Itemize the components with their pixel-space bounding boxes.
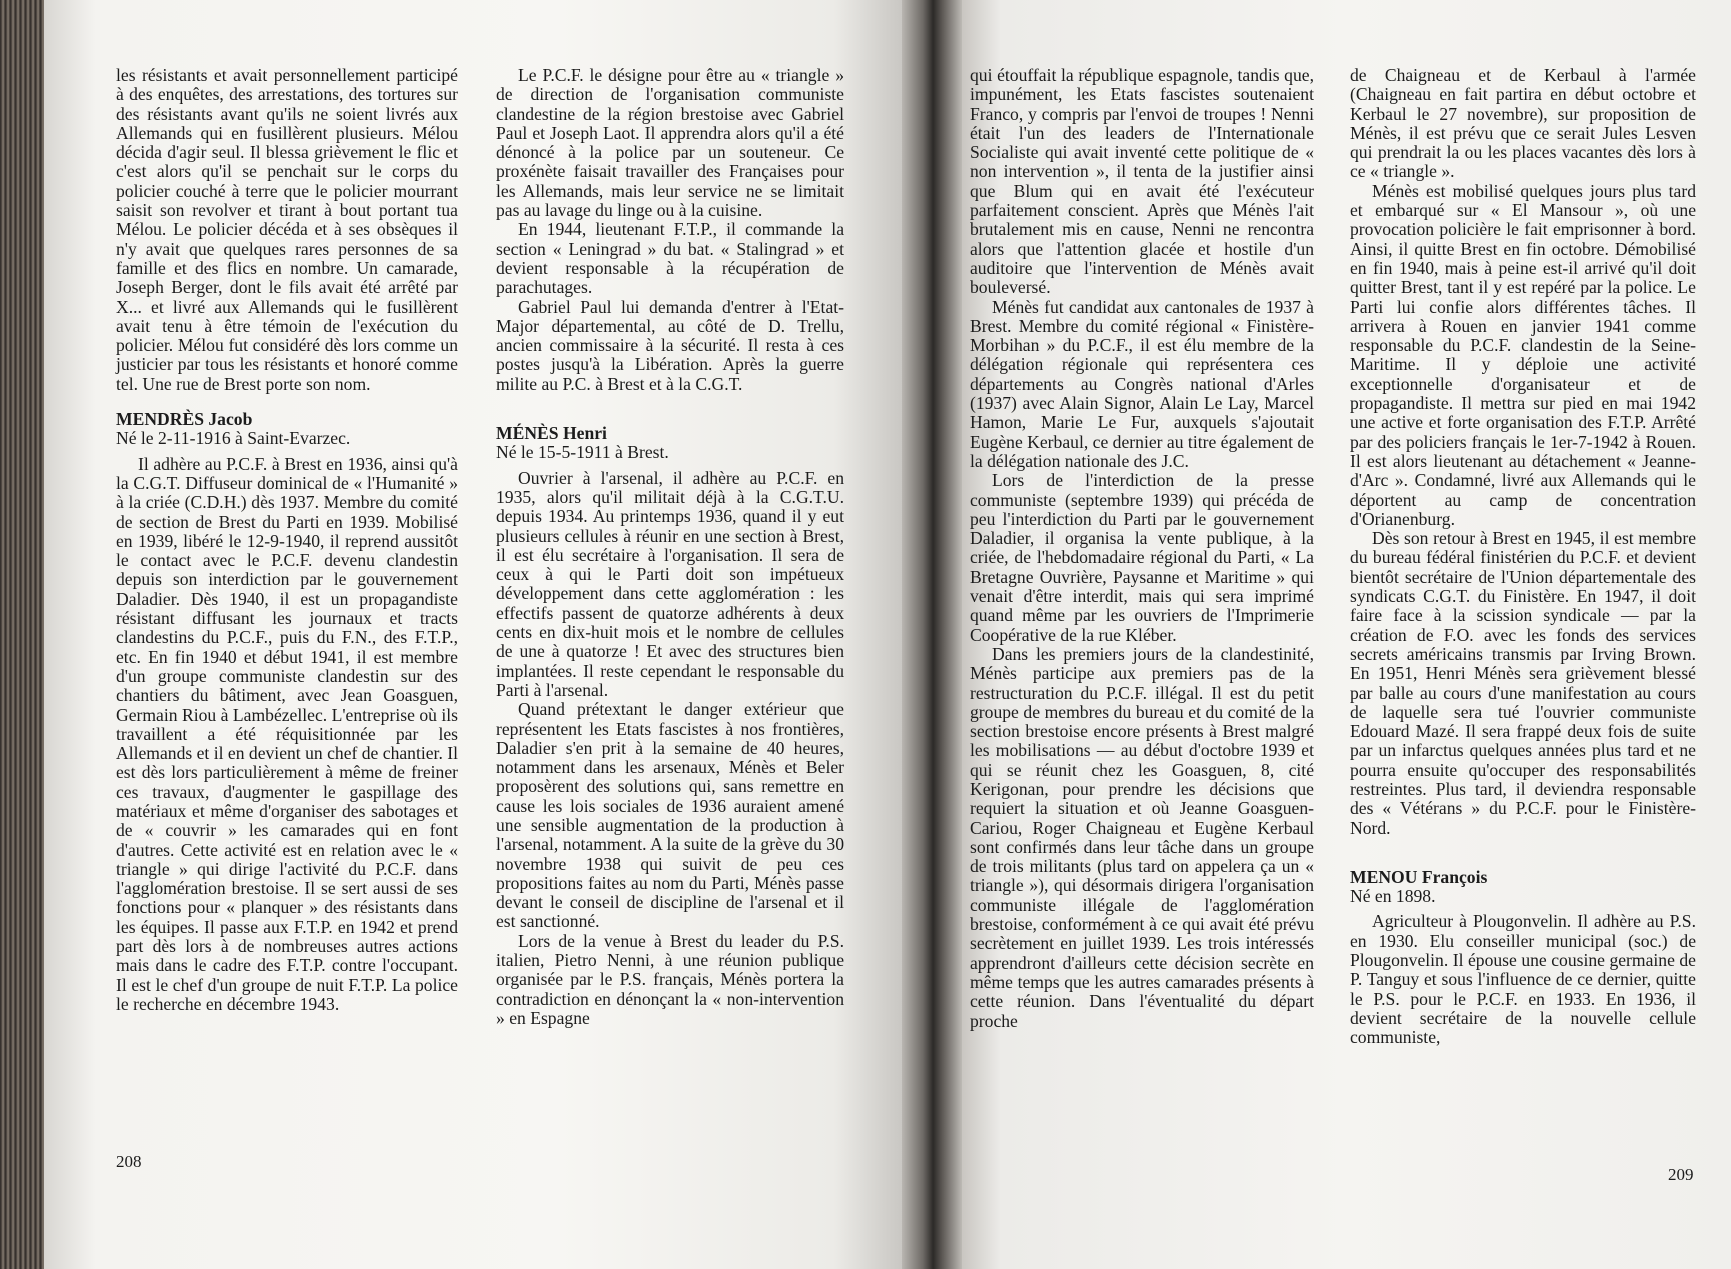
left-page bbox=[44, 0, 902, 1269]
paragraph: Lors de la venue à Brest du leader du P.S. italien, Pietro Nenni, à une réunion publique organisée par le P.S. français, Ménès portera la contradiction en dénonçant la « non-intervention » en Espagne bbox=[496, 930, 844, 1028]
page-number: 208 bbox=[116, 1152, 142, 1171]
paragraph: les résistants et avait personnellement participé à des enquêtes, des arrestations, des tortures sur des résistants avant qu'ils ne soient livrés aux Allemands qui en fusillèrent plusieurs. Mélou décida d'agir seul. Il blessa grièvement le flic et c'est alors qu'il se penchait sur le corps du policier couché à terre que le policier mourrant saisit son revolver et tirant à bout portant tua Mélou. Le policier décéda et à ses obsèques il n'y avait que quelques rares personnes de sa famille et des flics en nombre. Un camarade, Joseph Berger, dont le fils avait été arrêté par X... et livré aux Allemands qui le fusillèrent avait tenu à être témoin de l'exécution du policier. Mélou fut considéré dès lors comme un justicier par tous les résistants et honoré comme tel. Une rue de Brest porte son nom. bbox=[116, 65, 458, 394]
paragraph: Ouvrier à l'arsenal, il adhère au P.C.F. en 1935, alors qu'il militait déjà à la C.G.T.U. depuis 1934. Au printemps 1936, quand il y eut plusieurs cellules à réunir en une section à Brest, il est élu secrétaire à l'organisation. Il sera de ceux à qui le Parti doit son impétueux développement dans cette agglomération : les effectifs passent de quatorze adhérents à deux cents en dix-huit mois et le nombre de cellules de une à quatorze ! Et avec des structures bien implantées. Il reste cependant le responsable du Parti à l'arsenal. bbox=[496, 467, 844, 700]
book-gutter bbox=[902, 0, 962, 1269]
paragraph: Le P.C.F. le désigne pour être au « triangle » de direction de l'organisation communiste clandestine de la région brestoise avec Gabriel Paul et Joseph Laot. Il apprendra alors qu'il a été dénoncé à la police par un souteneur. Ce proxénète faisait travailler des Françaises pour les Allemands, mais leur service ne se limitait pas au lavage du linge ou à la cuisine. bbox=[496, 65, 844, 221]
entry-name: MÉNÈS Henri bbox=[496, 423, 607, 444]
entry-birth: Né en 1898. bbox=[1350, 886, 1436, 907]
paragraph: Lors de l'interdiction de la presse communiste (septembre 1939) qui précéda de peu l'interdiction du Parti par le gouvernement Daladier, il organisa la vente publique, à la criée, de l'hebdomadaire régional du Parti, « La Bretagne Ouvrière, Paysanne et Maritime » qui venait d'être interdit, mais qui sera imprimé quand même par les ouvriers de l'Imprimerie Coopérative de la rue Kléber. bbox=[970, 470, 1314, 645]
paragraph: En 1944, lieutenant F.T.P., il commande la section « Leningrad » du bat. « Stalingrad » et devient responsable à la récupération de parachutages. bbox=[496, 219, 844, 298]
paragraph: Gabriel Paul lui demanda d'entrer à l'Etat-Major départemental, au côté de D. Trellu, ancien commissaire à la sécurité. Il resta à ces postes jusqu'à la Libération. Après la guerre milite au P.C. à Brest et à la C.G.T. bbox=[496, 296, 844, 394]
left-page-column-1 bbox=[116, 66, 458, 1014]
entry-name: MENDRÈS Jacob bbox=[116, 409, 253, 430]
book-binding-edge bbox=[0, 0, 44, 1269]
paragraph: Agriculteur à Plougonvelin. Il adhère au P.S. en 1930. Elu conseiller municipal (soc.) de Plougonvelin. Il épouse une cousine germaine de P. Tanguy et sous l'influence de ce dernier, quitte le P.S. pour le P.C.F. en 1933. En 1936, il devient secrétaire de la nouvelle cellule communiste, bbox=[1350, 911, 1696, 1048]
page-number: 209 bbox=[1668, 1165, 1694, 1184]
paragraph: qui étouffait la république espagnole, tandis que, impunément, les Etats fascistes soutenaient Franco, y compris par l'envoi de troupes ! Nenni était l'un des leaders de l'Internationale Socialiste qui avait inventé cette politique de « non intervention », il tenta de la justifier ainsi que Blum qui en avait été l'exécuteur parfaitement conscient. Après que Ménès l'ait brutalement mis en cause, Nenni ne rencontra alors que l'attention glacée et hostile d'un auditoire que l'intervention de Ménès avait bouleversé. bbox=[970, 65, 1314, 298]
paragraph: Ménès fut candidat aux cantonales de 1937 à Brest. Membre du comité régional « Finistère-Morbihan » du P.C.F., il est élu membre de la délégation régionale qui représentera ces départements au Congrès national d'Arles (1937) avec Alain Signor, Alain Le Lay, Marcel Hamon, Marie Le Fur, auxquels s'ajoutait Eugène Kerbaul, ce dernier au titre également de la délégation nationale des J.C. bbox=[970, 296, 1314, 471]
right-page-column-1 bbox=[970, 66, 1314, 1031]
paragraph: Dans les premiers jours de la clandestinité, Ménès participe aux premiers pas de la restructuration du P.C.F. illégal. Il est du petit groupe de membres du bureau et du comité de la section brestoise encore présents à Brest malgré les mobilisations — au début d'octobre 1939 et qui se réunit chez les Goasguen, 8, cité Kerigonan, pour prendre les décisions que requiert la situation et où Jeanne Goasguen-Cariou, Roger Chaigneau et Eugène Kerbaul sont confirmés dans leur tâche dans un groupe de trois militants (plus tard on appelera ça un « triangle »), qui désormais dirigera l'organisation communiste illégale de l'agglomération brestoise, conformément à ce qui avait été prévu secrètement en juillet 1939. Les trois intéressés apprendront d'ailleurs cette décision secrète en même temps que les autres camarades présents à cette réunion. Dans l'éventualité du départ proche bbox=[970, 643, 1314, 1031]
paragraph: Quand prétextant le danger extérieur que représentent les Etats fascistes à nos frontières, Daladier s'en prit à la semaine de 40 heures, notamment dans les arsenaux, Ménès et Beler proposèrent des solutions qui, sans remettre en cause les lois sociales de 1936 auraient amené une sensible augmentation de la production à l'arsenal, notamment. A la suite de la grève du 30 novembre 1938 qui suivit de peu ces propositions faites au nom du Parti, Ménès passe devant le conseil de discipline de l'arsenal et il est sanctionné. bbox=[496, 699, 844, 932]
left-page-column-2 bbox=[496, 66, 844, 1028]
entry-name: MENOU François bbox=[1350, 866, 1488, 887]
right-page bbox=[962, 0, 1731, 1269]
entry-birth: Né le 15-5-1911 à Brest. bbox=[496, 442, 669, 463]
entry-birth: Né le 2-11-1916 à Saint-Evarzec. bbox=[116, 428, 351, 449]
paragraph: Ménès est mobilisé quelques jours plus tard et embarqué sur « El Mansour », où une provocation policière le fait emprisonner à bord. Ainsi, il quitte Brest en fin octobre. Démobilisé en fin 1940, mais à peine est-il arrivé qu'il doit quitter Brest, tant il y est repéré par la police. Le Parti lui confie alors différentes tâches. Il arrivera à Rouen en janvier 1941 comme responsable du P.C.F. clandestin de la Seine-Maritime. Il y déploie une activité exceptionnelle d'organisateur et de propagandiste. Il mettra sur pied en mai 1942 une active et forte organisation des F.T.P. Arrêté par des policiers français le 1er-7-1942 à Rouen. Il est alors lieutenant au détachement « Jeanne-d'Arc ». Condamné, livré aux Allemands qui le déportent au camp de concentration d'Orianenburg. bbox=[1350, 180, 1696, 529]
paragraph: de Chaigneau et de Kerbaul à l'armée (Chaigneau en fait partira en début octobre et Kerbaul le 27 novembre), sur proposition de Ménès, il est prévu que ce serait Jules Lesven qui prendrait la ou les places vacantes dès lors à ce « triangle ». bbox=[1350, 65, 1696, 182]
right-page-column-2 bbox=[1350, 66, 1696, 1048]
paragraph: Il adhère au P.C.F. à Brest en 1936, ainsi qu'à la C.G.T. Diffuseur dominical de « l'Humanité » à la criée (C.D.H.) dès 1937. Membre du comité de section de Brest du Parti en 1939. Mobilisé en 1939, libéré le 12-9-1940, il reprend aussitôt le contact avec le P.C.F. devenu clandestin depuis son interdiction par le gouvernement Daladier. Dès 1940, il est un propagandiste résistant diffusant les journaux et tracts clandestins du P.C.F., puis du F.N., des F.T.P., etc. En fin 1940 et début 1941, il est membre d'un groupe communiste clandestin sur des chantiers du bâtiment, avec Jean Goasguen, Germain Riou à Lambézellec. L'entreprise où ils travaillent a été réquisitionnée par les Allemands et il en devient un chef de chantier. Il est dès lors particulièrement à même de freiner ces travaux, d'augmenter le gaspillage des matériaux et même d'organiser des sabotages et de « couvrir » les camarades qui en font d'autres. Cette activité est en relation avec le « triangle » qui dirige l'activité du P.C.F. dans l'agglomération brestoise. Il se sert aussi de ses fonctions pour « planquer » des résistants dans les équipes. Il passe aux F.T.P. en 1942 et prend part dès lors à de nombreuses autres actions mais dans le cadre des F.T.P. contre l'occupant. Il est le chef d'un groupe de nuit F.T.P. La police le recherche en décembre 1943. bbox=[116, 453, 458, 1014]
paragraph: Dès son retour à Brest en 1945, il est membre du bureau fédéral finistérien du P.C.F. et devient bientôt secrétaire de l'Union départementale des syndicats C.G.T. du Finistère. En 1947, il doit faire face à la scission syndicale — par la création de F.O. avec les fonds des services secrets américains transmis par Irving Brown. En 1951, Henri Ménès sera grièvement blessé par balle au cours d'une manifestation au cours de laquelle sera tué l'ouvrier communiste Edouard Mazé. Il sera frappé deux fois de suite par un infarctus quelques années plus tard et ne pourra ensuite qu'occuper des responsabilités restreintes. Plus tard, il deviendra responsable des « Vétérans » du P.C.F. pour le Finistère-Nord. bbox=[1350, 528, 1696, 838]
